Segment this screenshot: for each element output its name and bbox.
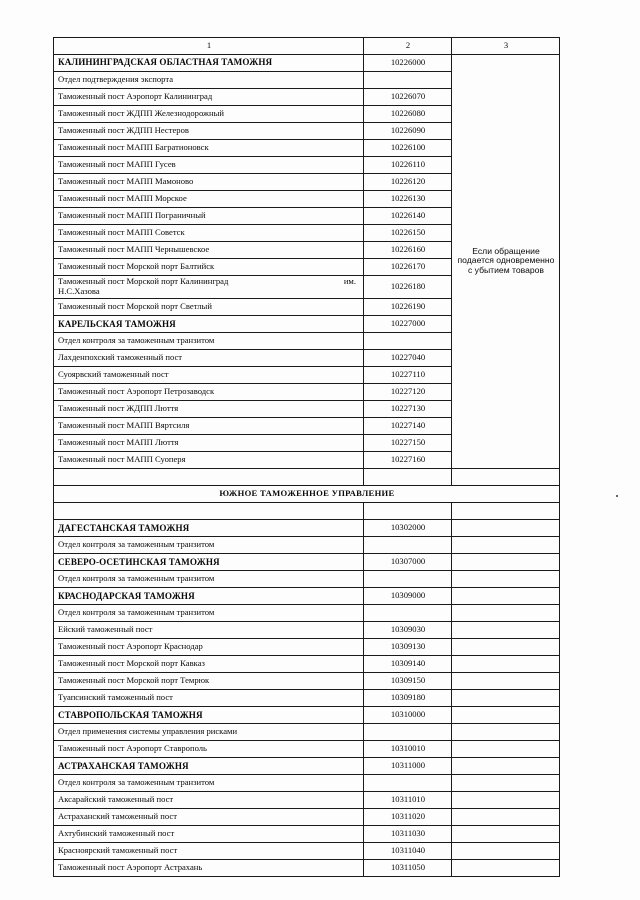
organization-name: Таможенный пост МАПП Советск xyxy=(54,225,364,242)
organization-name: Лахденпохский таможенный пост xyxy=(54,350,364,367)
organization-name: Таможенный пост ЖДПП Железнодорожный xyxy=(54,106,364,123)
organization-code: 10226170 xyxy=(364,259,452,276)
note-cell-empty xyxy=(452,758,560,775)
spacer-cell xyxy=(364,469,452,486)
organization-name: Таможенный пост Морской порт Кавказ xyxy=(54,656,364,673)
organization-code: 10310010 xyxy=(364,741,452,758)
organization-name: Таможенный пост Аэропорт Ставрополь xyxy=(54,741,364,758)
organization-name: КАРЕЛЬСКАЯ ТАМОЖНЯ xyxy=(54,316,364,333)
organization-name: Отдел контроля за таможенным транзитом xyxy=(54,537,364,554)
organization-code: 10309030 xyxy=(364,622,452,639)
organization-code: 10227140 xyxy=(364,418,452,435)
organization-code: 10311020 xyxy=(364,809,452,826)
note-cell-empty xyxy=(452,843,560,860)
note-cell-empty xyxy=(452,707,560,724)
organization-name: Красноярский таможенный пост xyxy=(54,843,364,860)
table-row xyxy=(54,622,560,639)
note-cell-empty xyxy=(452,537,560,554)
organization-name: Отдел подтверждения экспорта xyxy=(54,72,364,89)
organization-code: 10309130 xyxy=(364,639,452,656)
note-cell-empty xyxy=(452,724,560,741)
column-header-3: 3 xyxy=(452,38,560,55)
organization-code: 10226120 xyxy=(364,174,452,191)
organization-code: 10227110 xyxy=(364,367,452,384)
spacer-cell xyxy=(452,503,560,520)
table-header-row xyxy=(54,38,560,55)
spacer-cell xyxy=(452,469,560,486)
table-row xyxy=(54,741,560,758)
organization-code xyxy=(364,72,452,89)
table-row xyxy=(54,792,560,809)
note-cell: Если обращение подается одновременно с убытием товаров xyxy=(452,55,560,469)
note-cell-empty xyxy=(452,656,560,673)
spacer-cell xyxy=(364,503,452,520)
organization-code: 10309150 xyxy=(364,673,452,690)
note-cell-empty xyxy=(452,690,560,707)
table-row xyxy=(54,537,560,554)
organization-name: Таможенный пост МАПП Мамоново xyxy=(54,174,364,191)
organization-name: Таможенный пост МАПП Багратионовск xyxy=(54,140,364,157)
organization-code: 10226080 xyxy=(364,106,452,123)
organization-name-main xyxy=(58,277,360,287)
table-row xyxy=(54,826,560,843)
organization-name: Таможенный пост Морской порт Темрюк xyxy=(54,673,364,690)
organization-name: Таможенный пост МАПП Пограничный xyxy=(54,208,364,225)
table-row xyxy=(54,571,560,588)
organization-code xyxy=(364,775,452,792)
organization-code: 10226110 xyxy=(364,157,452,174)
organization-name: Отдел контроля за таможенным транзитом xyxy=(54,775,364,792)
organization-code: 10226100 xyxy=(364,140,452,157)
organization-name: Таможенный пост Морской порт Балтийск xyxy=(54,259,364,276)
organization-name: Таможенный пост МАПП Вяртсиля xyxy=(54,418,364,435)
organization-code: 10226090 xyxy=(364,123,452,140)
organization-code: 10226000 xyxy=(364,55,452,72)
organization-name: Ахтубинский таможенный пост xyxy=(54,826,364,843)
organization-code: 10311030 xyxy=(364,826,452,843)
note-cell-empty xyxy=(452,588,560,605)
note-cell-empty xyxy=(452,792,560,809)
table-row xyxy=(54,860,560,877)
table-row xyxy=(54,639,560,656)
table-row xyxy=(54,673,560,690)
organization-code xyxy=(364,537,452,554)
table-row xyxy=(54,554,560,571)
organization-name: Таможенный пост МАПП Суоперя xyxy=(54,452,364,469)
organization-name xyxy=(54,276,364,299)
customs-registry-table xyxy=(53,37,560,877)
organization-name: Таможенный пост Морской порт Светлый xyxy=(54,299,364,316)
organization-name: Таможенный пост ЖДПП Люття xyxy=(54,401,364,418)
customs-table-container xyxy=(53,37,559,877)
organization-name: Таможенный пост МАПП Люття xyxy=(54,435,364,452)
table-body xyxy=(54,38,560,877)
organization-code: 10311000 xyxy=(364,758,452,775)
organization-name: Туапсинский таможенный пост xyxy=(54,690,364,707)
organization-code: 10227130 xyxy=(364,401,452,418)
spacer-cell xyxy=(54,503,364,520)
organization-code: 10226150 xyxy=(364,225,452,242)
organization-name: Таможенный пост МАПП Гусев xyxy=(54,157,364,174)
table-row xyxy=(54,758,560,775)
organization-code: 10310000 xyxy=(364,707,452,724)
organization-name: Таможенный пост Аэропорт Петрозаводск xyxy=(54,384,364,401)
organization-name: Астраханский таможенный пост xyxy=(54,809,364,826)
table-row xyxy=(54,605,560,622)
organization-name: ДАГЕСТАНСКАЯ ТАМОЖНЯ xyxy=(54,520,364,537)
page-speck xyxy=(616,495,618,497)
organization-name: Ейский таможенный пост xyxy=(54,622,364,639)
table-row xyxy=(54,588,560,605)
spacer-row xyxy=(54,469,560,486)
organization-code: 10309180 xyxy=(364,690,452,707)
organization-name: АСТРАХАНСКАЯ ТАМОЖНЯ xyxy=(54,758,364,775)
organization-name: Отдел контроля за таможенным транзитом xyxy=(54,571,364,588)
organization-name: Аксарайский таможенный пост xyxy=(54,792,364,809)
organization-code: 10226180 xyxy=(364,276,452,299)
organization-name: Таможенный пост Аэропорт Калининград xyxy=(54,89,364,106)
organization-code xyxy=(364,571,452,588)
organization-name-text: Таможенный пост Морской порт Калининград xyxy=(58,276,229,286)
organization-code: 10227000 xyxy=(364,316,452,333)
organization-code: 10226190 xyxy=(364,299,452,316)
note-cell-empty xyxy=(452,673,560,690)
organization-name: Отдел контроля за таможенным транзитом xyxy=(54,605,364,622)
organization-name: СЕВЕРО-ОСЕТИНСКАЯ ТАМОЖНЯ xyxy=(54,554,364,571)
note-cell-empty xyxy=(452,571,560,588)
spacer-cell xyxy=(54,469,364,486)
organization-name: Суоярвский таможенный пост xyxy=(54,367,364,384)
organization-code: 10226160 xyxy=(364,242,452,259)
organization-name: Таможенный пост МАПП Морское xyxy=(54,191,364,208)
organization-name: СТАВРОПОЛЬСКАЯ ТАМОЖНЯ xyxy=(54,707,364,724)
organization-name: Отдел применения системы управления рисками xyxy=(54,724,364,741)
table-row xyxy=(54,656,560,673)
organization-code: 10227150 xyxy=(364,435,452,452)
note-cell-empty xyxy=(452,809,560,826)
organization-code xyxy=(364,724,452,741)
organization-code: 10307000 xyxy=(364,554,452,571)
organization-code: 10227120 xyxy=(364,384,452,401)
column-header-2: 2 xyxy=(364,38,452,55)
table-row xyxy=(54,690,560,707)
organization-code: 10309140 xyxy=(364,656,452,673)
organization-code xyxy=(364,605,452,622)
table-row xyxy=(54,843,560,860)
table-row xyxy=(54,724,560,741)
organization-code: 10311040 xyxy=(364,843,452,860)
organization-name: КРАСНОДАРСКАЯ ТАМОЖНЯ xyxy=(54,588,364,605)
table-row xyxy=(54,707,560,724)
note-cell-empty xyxy=(452,520,560,537)
organization-code: 10302000 xyxy=(364,520,452,537)
organization-name: Таможенный пост Аэропорт Краснодар xyxy=(54,639,364,656)
note-cell-empty xyxy=(452,775,560,792)
note-cell-empty xyxy=(452,639,560,656)
column-header-1: 1 xyxy=(54,38,364,55)
note-cell-empty xyxy=(452,860,560,877)
table-row xyxy=(54,55,560,72)
organization-code: 10311010 xyxy=(364,792,452,809)
organization-code: 10226140 xyxy=(364,208,452,225)
note-cell-empty xyxy=(452,741,560,758)
organization-code: 10309000 xyxy=(364,588,452,605)
note-cell-empty xyxy=(452,554,560,571)
organization-code: 10227160 xyxy=(364,452,452,469)
organization-code: 10311050 xyxy=(364,860,452,877)
note-cell-empty xyxy=(452,622,560,639)
table-row xyxy=(54,809,560,826)
organization-name: Таможенный пост ЖДПП Нестеров xyxy=(54,123,364,140)
organization-code: 10226130 xyxy=(364,191,452,208)
organization-code: 10227040 xyxy=(364,350,452,367)
organization-name-second-line: Н.С.Хазова xyxy=(58,285,100,296)
table-row xyxy=(54,520,560,537)
note-cell-empty xyxy=(452,826,560,843)
organization-code: 10226070 xyxy=(364,89,452,106)
organization-code xyxy=(364,333,452,350)
section-heading-row xyxy=(54,486,560,503)
spacer-row xyxy=(54,503,560,520)
section-heading: ЮЖНОЕ ТАМОЖЕННОЕ УПРАВЛЕНИЕ xyxy=(54,486,560,503)
table-row xyxy=(54,775,560,792)
organization-name-suffix: им. xyxy=(343,276,356,286)
organization-name: Отдел контроля за таможенным транзитом xyxy=(54,333,364,350)
organization-name: Таможенный пост МАПП Чернышевское xyxy=(54,242,364,259)
organization-name: КАЛИНИНГРАДСКАЯ ОБЛАСТНАЯ ТАМОЖНЯ xyxy=(54,55,364,72)
note-cell-empty xyxy=(452,605,560,622)
organization-name: Таможенный пост Аэропорт Астрахань xyxy=(54,860,364,877)
